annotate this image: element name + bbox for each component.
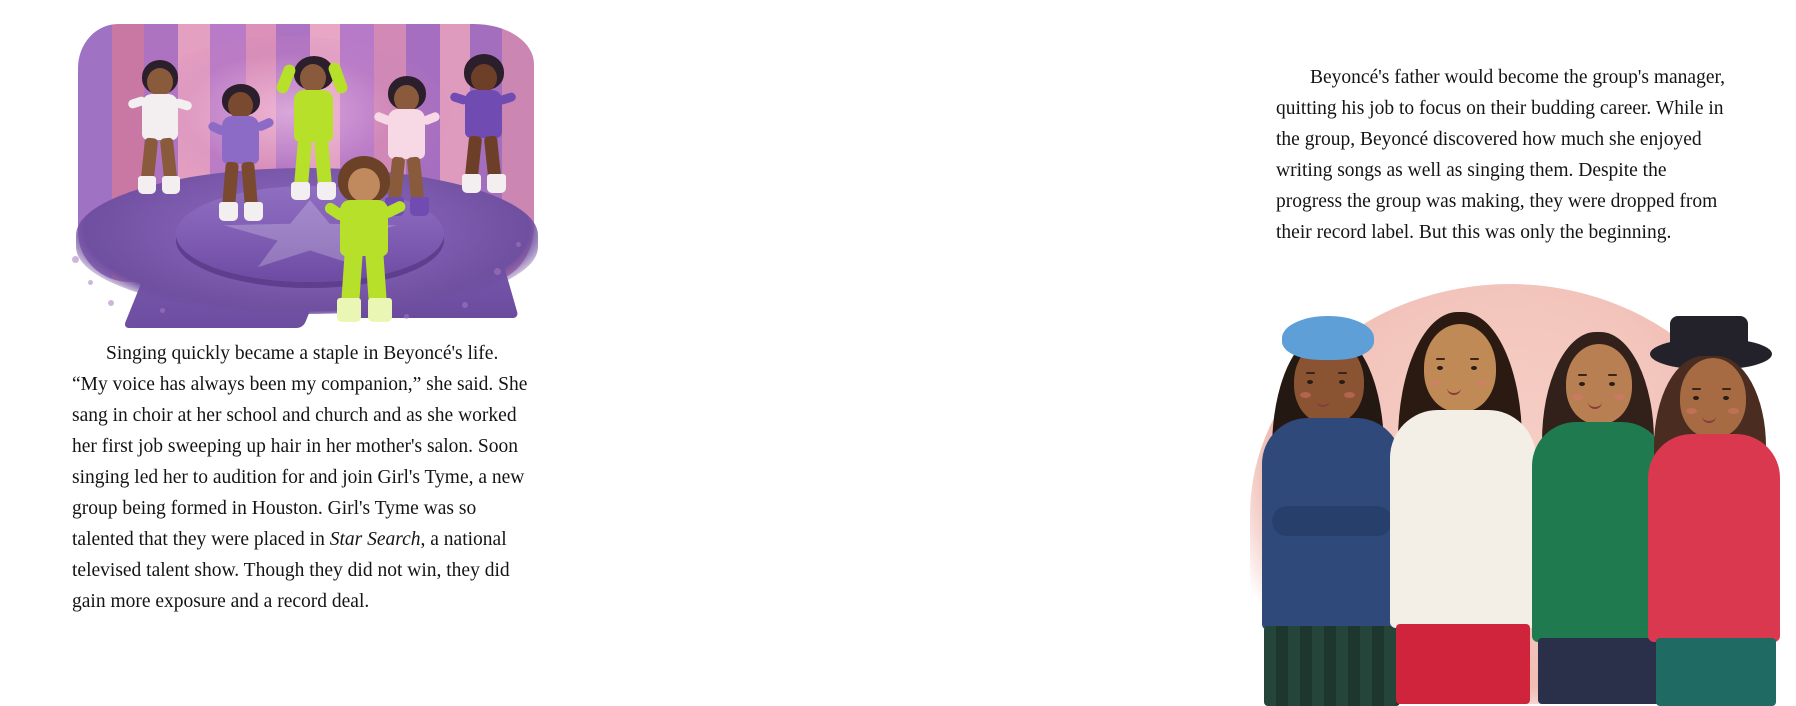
stage-performance-illustration [64,18,546,328]
dancer-boot [162,176,180,194]
eyebrow [1578,374,1587,376]
blush [1614,394,1625,400]
bowler-hat-crown [1670,316,1748,352]
right-page-body-text [1276,62,1728,248]
woman-hat [1640,316,1790,706]
right-text-paragraph: Beyoncé's father would become the group's manager, quitting his job to focus on their budding career. While in the group, Beyoncé discovered how much she enjoyed writing songs as well as singing them. Despite the progress the group was making, they were dropped from their record label. But this was only the beginning. [1276,67,1726,243]
eye [1339,380,1345,384]
woman-face [1424,324,1496,412]
dancer-leg [294,139,312,186]
woman-top [1390,410,1536,628]
speck [160,308,165,313]
dancer-head [300,64,326,92]
eye [1579,382,1585,386]
dancer-torso [388,109,425,159]
dancer-leg [484,135,501,178]
woman-cream [1378,298,1546,704]
dancer-boot [244,202,263,221]
dancer-boot [462,174,481,193]
dancer-leg [241,162,258,207]
eye [1307,380,1313,384]
speck [88,280,93,285]
right-page [600,0,1726,700]
dancer-head [147,68,173,96]
speck [516,242,521,247]
eye [1693,396,1699,400]
eyebrow [1306,372,1315,374]
speck [72,256,79,263]
speck [108,300,114,306]
lead-singer [316,156,426,336]
dancer-torso [465,90,502,138]
woman-face [1566,344,1632,424]
dancer-torso [142,94,178,140]
eye [1471,366,1477,370]
dancer-leg [160,137,177,180]
left-page-body-text [72,338,534,617]
eyebrow [1436,358,1445,360]
woman-skirt [1656,638,1776,706]
speck [494,268,501,275]
blush [1476,380,1487,386]
lead-singer-boot [337,298,361,322]
dancer-boot [487,174,506,193]
dancer-head [394,85,419,112]
dancer-boot [291,182,310,200]
dancer-leg [465,135,482,178]
blush [1686,408,1697,414]
eye [1723,396,1729,400]
woman-red-top [1648,434,1780,642]
lead-singer-leg [341,251,362,302]
blush [1728,408,1739,414]
eye [1437,366,1443,370]
beret-hat [1282,316,1374,360]
dancer-boot [138,176,156,194]
dancer-head [228,92,253,119]
dancer-head [471,64,497,92]
left-text-part-2: , a national televised talent show. Though they did not win, they did gain more exposure and a record deal. [72,529,510,612]
eye [1609,382,1615,386]
eyebrow [1608,374,1617,376]
dancer-leg [141,137,158,180]
eyebrow [1470,358,1479,360]
speck [462,302,468,308]
blush [1430,380,1441,386]
woman-crossed-arms [1272,506,1392,536]
dancer-arm [421,111,441,126]
dancer-torso [294,90,333,142]
blush [1572,394,1583,400]
blush [1344,392,1355,398]
dancer-torso [222,116,259,164]
left-page [0,0,600,700]
lead-singer-torso [340,200,388,256]
left-text-part-1: Singing quickly became a staple in Beyoncé's life. “My voice has always been my companion,” she said. She sang in choir at her school and church and as she worked her first job sweeping up hair in her mother's salon. Soon singing led her to audition for and join Girl's Tyme, a new group being formed in Houston. Girl's Tyme was so talented that they were placed in [72,343,528,550]
eyebrow [1338,372,1347,374]
lead-singer-leg [365,251,386,302]
blush [1300,392,1311,398]
group-portrait-illustration [1236,276,1796,700]
lead-singer-boot [368,298,392,322]
dancer-5 [446,54,526,224]
woman-red-skirt [1396,624,1530,704]
lead-singer-head [348,168,380,202]
dancer-leg [222,162,239,207]
eyebrow [1722,388,1731,390]
woman-face [1680,358,1746,438]
eyebrow [1692,388,1701,390]
left-text-italic-title: Star Search [329,529,421,550]
dancer-boot [219,202,238,221]
dancer-1 [122,60,202,230]
